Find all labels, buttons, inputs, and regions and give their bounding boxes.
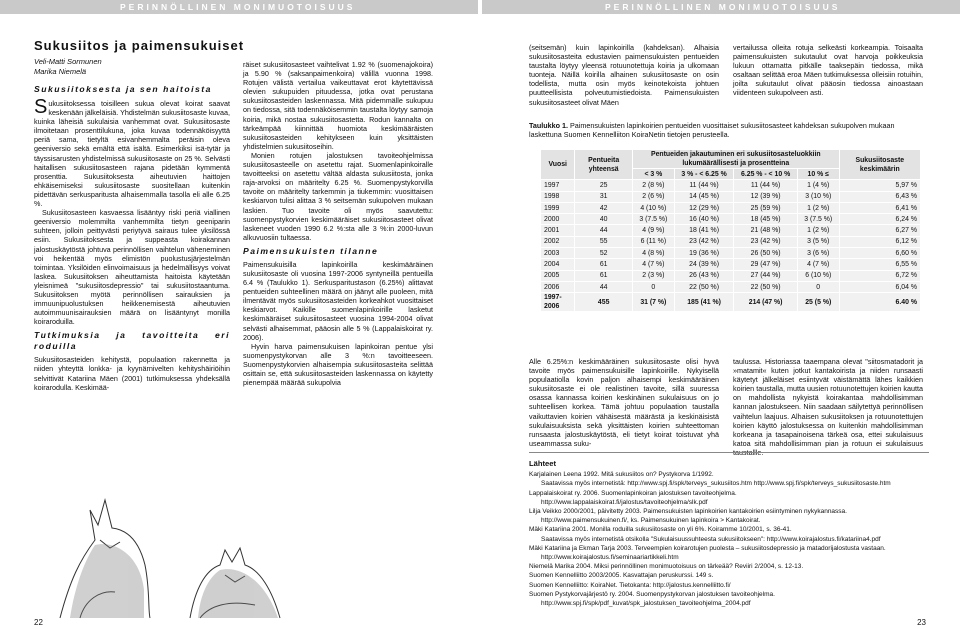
paragraph: (seitsemän) kuin lapinkoirilla (kahdeksan). Alhaisia sukusiitosasteita edustavien paimensukuisten pentueiden taustalta löytyy yleensä rotuunotettuja koiria ja ulkomaan tuonteja. Näillä koirilla alhainen sukusiitosaste on osin todellista, mutta osin myös keinotekoista johtuen puutteellisista polveutumistiedoista. Paimensukuisten sukusiitosasteet olivat Mäen: [529, 43, 719, 107]
reference-item: Suomen Pystykorvajärjestö ry. 2004. Suomenpystykorvan jalostuksen tavoiteohjelma.: [529, 590, 775, 598]
table-cell: 52: [575, 248, 633, 259]
table-cell: 61: [575, 259, 633, 270]
table-row: [541, 236, 921, 247]
table-row: [541, 191, 921, 202]
author-1: Veli-Matti Sormunen: [34, 57, 102, 66]
table-cell: 12 (29 %): [674, 202, 734, 213]
section-heading-1: Sukusiitoksesta ja sen haitoista: [34, 84, 212, 94]
table-cell: 44: [575, 225, 633, 236]
table-cell: 23 (42 %): [674, 236, 734, 247]
table-cell: 1 (4 %): [797, 180, 839, 191]
column-3: [529, 43, 719, 107]
paragraph: vertailussa olleita rotuja selkeästi korkeampia. Toisaalta paimensukuisten sukutaulut ovat harvoja poikkeuksia lukuun ottamatta pitkälle taaksepäin tiedossa, mikä osaltaan selittää eroa Mäen tutkimuksessa olleisiin rotuihin, joilta sukutaulut olivat pääosin tiedossa ainoastaan viidenteen sukupolveen asti.: [733, 43, 923, 98]
table-cell: 16 (40 %): [674, 214, 734, 225]
author-2: Marika Niemelä: [34, 67, 87, 76]
reference-item: Suomen Kennelliitto 2003/2005. Kasvattajan peruskurssi. 149 s.: [529, 572, 714, 580]
table-row: [541, 293, 921, 312]
table-cell: 44: [575, 281, 633, 292]
reference-item: Mäki Katariina ja Ekman Tarja 2003. Terveempien koirarotujen puolesta – sukusiitosdepressio ja matadorijalostusta vastaan.: [529, 544, 886, 552]
table-cell: 3 (6 %): [797, 248, 839, 259]
table-cell: 22 (50 %): [674, 281, 734, 292]
table-cell: 2004: [541, 259, 575, 270]
table-cell: 6,55 %: [839, 259, 920, 270]
table-cell: 6,24 %: [839, 214, 920, 225]
drop-cap: S: [34, 96, 48, 118]
table-cell: 24 (39 %): [674, 259, 734, 270]
table-cell: 6,41 %: [839, 202, 920, 213]
table-cell: 2 (3 %): [632, 270, 674, 281]
table-cell: 3 (7.5 %): [797, 214, 839, 225]
th-year: Vuosi: [541, 150, 575, 180]
table-cell: 3 (5 %): [797, 236, 839, 247]
table-cell: 42: [575, 202, 633, 213]
table-cell: 0: [632, 281, 674, 292]
table-cell: 29 (47 %): [734, 259, 797, 270]
table-row: [541, 180, 921, 191]
paragraph: Monien rotujen jalostuksen tavoiteohjelmissa sukusiitosasteelle on asetettu rajat. Suomenlapinkoiralle tavoitteeksi on asetettu vältää aldasta sukusiitosta, jonka raja-arvoksi on määritelty 6.25 %. Suomenpystykorvilla tavoite on määritelty tarkemmin ja tiukemmin: vuosittaisen keskiarvon tulisi alittaa 3 % seitsemän sukupolven mukaan laskien. Tuo tavoite oli myös saavutettu: suomenpystykorvien keskimääräiset sukusiitosasteet olivat laskeneet vuoden 1990 6.2 %:sta alle 3 %:in 2000-luvun alkuvuosiin tultaessa.: [243, 150, 433, 242]
th-average: Sukusiitosaste keskimäärin: [839, 150, 920, 180]
reference-item: Suomen Kennelliitto: KoiraNet. Tietokanta: http://jalostus.kennelliitto.fi/: [529, 581, 731, 589]
table-row: [541, 248, 921, 259]
article-title: Sukusiitos ja paimensukuiset: [34, 38, 245, 53]
table-cell: 1998: [541, 191, 575, 202]
table-cell: 2001: [541, 225, 575, 236]
th-625to10: 6.25 % - < 10 %: [734, 169, 797, 180]
section-heading-2: Tutkimuksia ja tavoitteita eri roduilla: [34, 330, 230, 352]
table-cell: 6,72 %: [839, 270, 920, 281]
reference-item: Saatavissa myös internetistä: http://www.spj.fi/spk/terveys_sukusiitos.htm http://www.spj.fi/spk/terveys_sukusiitosaste.htm: [541, 480, 891, 488]
table-cell: 31 (7 %): [632, 293, 674, 312]
table-cell: 25 (59 %): [734, 202, 797, 213]
reference-item: http://www.lappalaiskoirat.fi/jalostus/tavoiteohjelma/slk.pdf: [541, 498, 708, 506]
table-caption-text: Paimensukuisten lapinkoirien pentueiden vuosittaiset sukusiitosasteet kahdeksan sukupolven mukaan laskettuna Suomen Kennelliiton KoiraNetin tietojen perusteella.: [529, 121, 895, 139]
table-cell: 61: [575, 270, 633, 281]
table-cell: 2 (8 %): [632, 180, 674, 191]
table-cell: 18 (41 %): [674, 225, 734, 236]
table-cell: 6,27 %: [839, 225, 920, 236]
divider: [529, 452, 929, 453]
table-cell: 4 (8 %): [632, 248, 674, 259]
table-cell: 12 (39 %): [734, 191, 797, 202]
th-litters: Pentueita yhteensä: [575, 150, 633, 180]
references-heading: Lähteet: [529, 459, 557, 468]
header-left: PERINNÖLLINEN MONIMUOTOISUUS: [0, 0, 478, 14]
th-group: Pentueiden jakautuminen eri sukusiitosasteluokkiin lukumäärällisesti ja prosentteina: [632, 150, 839, 169]
table-cell: 5,97 %: [839, 180, 920, 191]
table-cell: 1 (2 %): [797, 202, 839, 213]
table-cell: 26 (50 %): [734, 248, 797, 259]
table-cell: 1999: [541, 202, 575, 213]
column-1: [34, 84, 230, 392]
table-caption: [529, 121, 929, 139]
paragraph: Alle 6.25%:n keskimääräinen sukusiitosaste olisi hyvä tavoite myös paimensukuisille lapinkoirille. Nykyisellä populaatiolla kovin paljon alhaisempi keskimääräinen sukusiitosaste ei ole realistinen tavoite, sillä suuressa osassa kannassa koirien keskinäinen sukulaisuus on jo suhteellisen korkea. Tämä johtuu populaation taustalla vaikuttavien koirien vähäisestä määrästä ja keskinäisistä sukulaisuuksista sekä yksittäisten koirien suhteettoman runsaasta jalostuskäytöstä, eli tietyt koirat toistuvat yhä useammassa suku-: [529, 357, 719, 448]
column-2: [243, 60, 433, 387]
table-row: [541, 202, 921, 213]
table-cell: 6.40 %: [839, 293, 920, 312]
table-cell: 4 (7 %): [797, 259, 839, 270]
column-4: [733, 43, 923, 98]
references: [529, 459, 929, 608]
table-cell: 11 (44 %): [734, 180, 797, 191]
table-cell: 18 (45 %): [734, 214, 797, 225]
reference-item: Mäki Katariina 2001. Monilla roduilla sukusiitosaste on yli 6%. Koiramme 10/2001, s. 36-41.: [529, 526, 792, 534]
wolves-illustration: [40, 470, 300, 620]
table-cell: 21 (48 %): [734, 225, 797, 236]
column-3-bottom: [529, 357, 719, 448]
page-number-right: 23: [917, 618, 926, 627]
authors: [34, 57, 102, 77]
paragraph: Hyvin harva paimensukuisen lapinkoiran pentue ylsi suomenpystykorvan alle 3 %:n tavoitteeseen. Suomenpystykorvien alhaisempia sukusiitosasteita selittää osittain se, että sukusiitosasteiden laskennassa on käytetty pienempää määrää sukupolvia: [243, 341, 433, 388]
table-cell: 3 (10 %): [797, 191, 839, 202]
table-cell: 40: [575, 214, 633, 225]
table-cell: 1 (2 %): [797, 225, 839, 236]
table-cell: 11 (44 %): [674, 180, 734, 191]
paragraph: taulussa. Historiassa taaempana olevat "siitosmatadorit ja »matamit« kuten jotkut kantakoirista ja niiden runsaasti käytetyt jälkeläiset esiintyvät väistämättä lähes kaikkien koirien taustalla, mutta uusien rotuunotettujen koirien kautta on mahdollista nykyistä koirakantaa mahdollisimman kannan jalostukseen. Niin saadaan säilytettyä perinnöllisen vaihtelun laajuus. Alhaisen sukusiitoksen ja rotuunotettujen koirien käyttö jalostuksessa on kuitenkin mahdollisimman korkeana ja tasapainoisena tärkeä osa, ettei sukulaisuus katoa sitä mahdollisimman pian ja rotuun ei sukulaisuus taustallle.: [733, 357, 923, 457]
table-cell: 2000: [541, 214, 575, 225]
reference-item: http://www.paimensukuinen.fi/, ks. Paimensukuinen lapinkoira > Kantakoirat.: [541, 517, 761, 525]
reference-item: Saatavissa myös internetistä otsikolla "Sukulaisuussuhteesta sukusiitokseen": http://www.koirajalostus.fi/katariina4.pdf: [541, 535, 881, 543]
th-3to625: 3 % - < 6.25 %: [674, 169, 734, 180]
column-4-bottom: [733, 357, 923, 457]
table-cell: 2 (6 %): [632, 191, 674, 202]
table-row: [541, 225, 921, 236]
reference-item: Lappalaiskoirat ry. 2006. Suomenlapinkoiran jalostuksen tavoiteohjelma.: [529, 489, 737, 497]
table-cell: 31: [575, 191, 633, 202]
table-cell: 455: [575, 293, 633, 312]
table-cell: 0: [797, 281, 839, 292]
paragraph: Paimensukuisilla lapinkoirilla keskimääräinen sukusiitosaste oli vuosina 1997-2006 syntyneillä pentueilla 6.4 % (Taulukko 1). Serkusparitustason (6.25%) alittavat pentueiden suhteellinen määrä on jäänyt alle puoleen, mitä ilmentävät myös sukusiitosasteiden korkeahkot vuosittaiset keskiarvot. Kaikille suomenlapinkoirille lasketut keskimääräiset sukusiitosasteet vuosina 1994-2004 olivat selvästi alhaisemmat, pääosin alle 5 % (Lappalaiskoirat ry. 2006).: [243, 259, 433, 342]
table-cell: 2006: [541, 281, 575, 292]
reference-item: Karjalainen Leena 1992. Mitä sukusiitos on? Pystykorva 1/1992.: [529, 471, 714, 479]
table-cell: 214 (47 %): [734, 293, 797, 312]
table-row: [541, 281, 921, 292]
table-cell: 25 (5 %): [797, 293, 839, 312]
table-row: [541, 214, 921, 225]
section-heading-3: Paimensukuisten tilanne: [243, 245, 379, 256]
paragraph: Sukusiitosasteen kasvaessa lisääntyy riski periä viallinen geeniversio molemmilta vanhemmilta tietyn geeniparin suhteen, jolloin peittyvästi periytyvä sairaus tulee yksilössä esiin. Sukusiitoksesta ja suppeasta koirakannan jalostuskäytöstä johtuva perinnöllisen vaihtelun väheneminen voi heikentää myös elimistön puolustusjärjestelmän toimintaa. Yksilöiden elinvoimaisuus ja hedelmällisyys voivat laskea. Sukusiitoksen aiheuttamista haitoista käytetään yleisnimeä "sukusiitosdepressio" tai sukusiitostaantuma. Sukusiitoksen myötä perinnöllisen sairauksien ja immuunipuolustuksen heikkenemisestä aiheutuvien autoimmuunisairauksien määrä on lisääntynyt monilla koiraroduilla.: [34, 208, 230, 327]
table-cell: 2005: [541, 270, 575, 281]
paragraph: Sukusiitosasteiden kehitystä, populaation rakennetta ja niiden yhteyttä lonkka- ja kyynärnivelten kehityshäiriöihin selvittivät Katariina Mäen (2001) tutkimuksessa yhdeksällä koirarodulla. Keskimää-: [34, 355, 230, 392]
reference-item: Lilja Veikko 2000/2001, päivitetty 2003. Paimensukuisten lapinkoirien kantakoirien esiintyminen nykykannassa.: [529, 508, 847, 516]
table-cell: 6,43 %: [839, 191, 920, 202]
reference-item: Niemelä Marika 2004. Miksi perinnöllinen monimuotoisuus on tärkeää? Reviiri 2/2004, s. 12-13.: [529, 563, 804, 571]
inbreeding-table: [540, 149, 921, 312]
reference-item: http://www.spj.fi/spk/pdf_kuvat/spk_jalostuksen_tavoiteohjelma_2004.pdf: [541, 600, 751, 608]
table-cell: 1997-2006: [541, 293, 575, 312]
table-cell: 26 (43 %): [674, 270, 734, 281]
table-cell: 6 (10 %): [797, 270, 839, 281]
paragraph: Sukusiitoksessa toisilleen sukua olevat koirat saavat keskenään jälkeläisiä. Yhdistelmän sukusiitosaste kuvaa, kuinka läheisiä sukulaisia vanhemmat ovat. Sukusiitosaste ilmoitetaan prosenttilukuna, joka kuvaa todennäköisyyttä periä sama, tietyltä esivanhemmalta peräisin oleva geeniversio sekä emältä että isältä. Esimerkiksi isä-tytär ja täyssisarusten yhdistelmissä sukusiitosaste on 25 %. Selvästi haitallisen sukusiitosasteen rajana pidetään kymmentä prosenttia. Sukusiitoksesta aiheutuvien haittojen ehkäisemiseksi sukusiitosaste suositellaan kuitenkin pidettävän serkusparitusta alhaisemmalla tasolla eli alle 6.25 %.: [34, 96, 230, 209]
th-lt3: < 3 %: [632, 169, 674, 180]
paragraph: räiset sukusiitosasteet vaihtelivat 1.92 % (suomenajokoira) ja 5.90 % (saksanpaimenkoira) välillä vuonna 1998. Rotujen välistä vertailua vaikeuttavat erot käytettävissä olevien sukupuiden pituudessa, jotka ovat perustana sukusiitosasteiden laskennassa. Mitä pidemmälle sukupuu on tiedossa, sitä todennäköisemmin taustalta löytyy samoja koiria, mikä nostaa sukusiitosastetta. Rodun kannalta on tärkeämpää kiinnittää huomiota keskimääräisten sukusiitosasteiden kehitykseen kuin yksittäisten yhdistelmien sukusiitoseihin.: [243, 60, 433, 151]
table-cell: 23 (42 %): [734, 236, 797, 247]
table-cell: 3 (7.5 %): [632, 214, 674, 225]
table-cell: 27 (44 %): [734, 270, 797, 281]
table-cell: 19 (36 %): [674, 248, 734, 259]
table-cell: 6,04 %: [839, 281, 920, 292]
table-row: [541, 259, 921, 270]
table-cell: 55: [575, 236, 633, 247]
table-cell: 2002: [541, 236, 575, 247]
table-cell: 4 (10 %): [632, 202, 674, 213]
table-cell: 2003: [541, 248, 575, 259]
table-cell: 4 (9 %): [632, 225, 674, 236]
table-cell: 6 (11 %): [632, 236, 674, 247]
table-caption-label: Taulukko 1.: [529, 121, 569, 130]
th-gte10: 10 % ≤: [797, 169, 839, 180]
reference-item: http://www.koirajalostus.fi/seminaariartikkeli.htm: [541, 554, 679, 562]
table-cell: 25: [575, 180, 633, 191]
table-row: [541, 270, 921, 281]
table-cell: 4 (7 %): [632, 259, 674, 270]
table-cell: 22 (50 %): [734, 281, 797, 292]
header-right: PERINNÖLLINEN MONIMUOTOISUUS: [482, 0, 960, 14]
page-number-left: 22: [34, 618, 43, 627]
table-cell: 1997: [541, 180, 575, 191]
table-cell: 14 (45 %): [674, 191, 734, 202]
table-cell: 6,12 %: [839, 236, 920, 247]
table-cell: 185 (41 %): [674, 293, 734, 312]
table-cell: 6,60 %: [839, 248, 920, 259]
